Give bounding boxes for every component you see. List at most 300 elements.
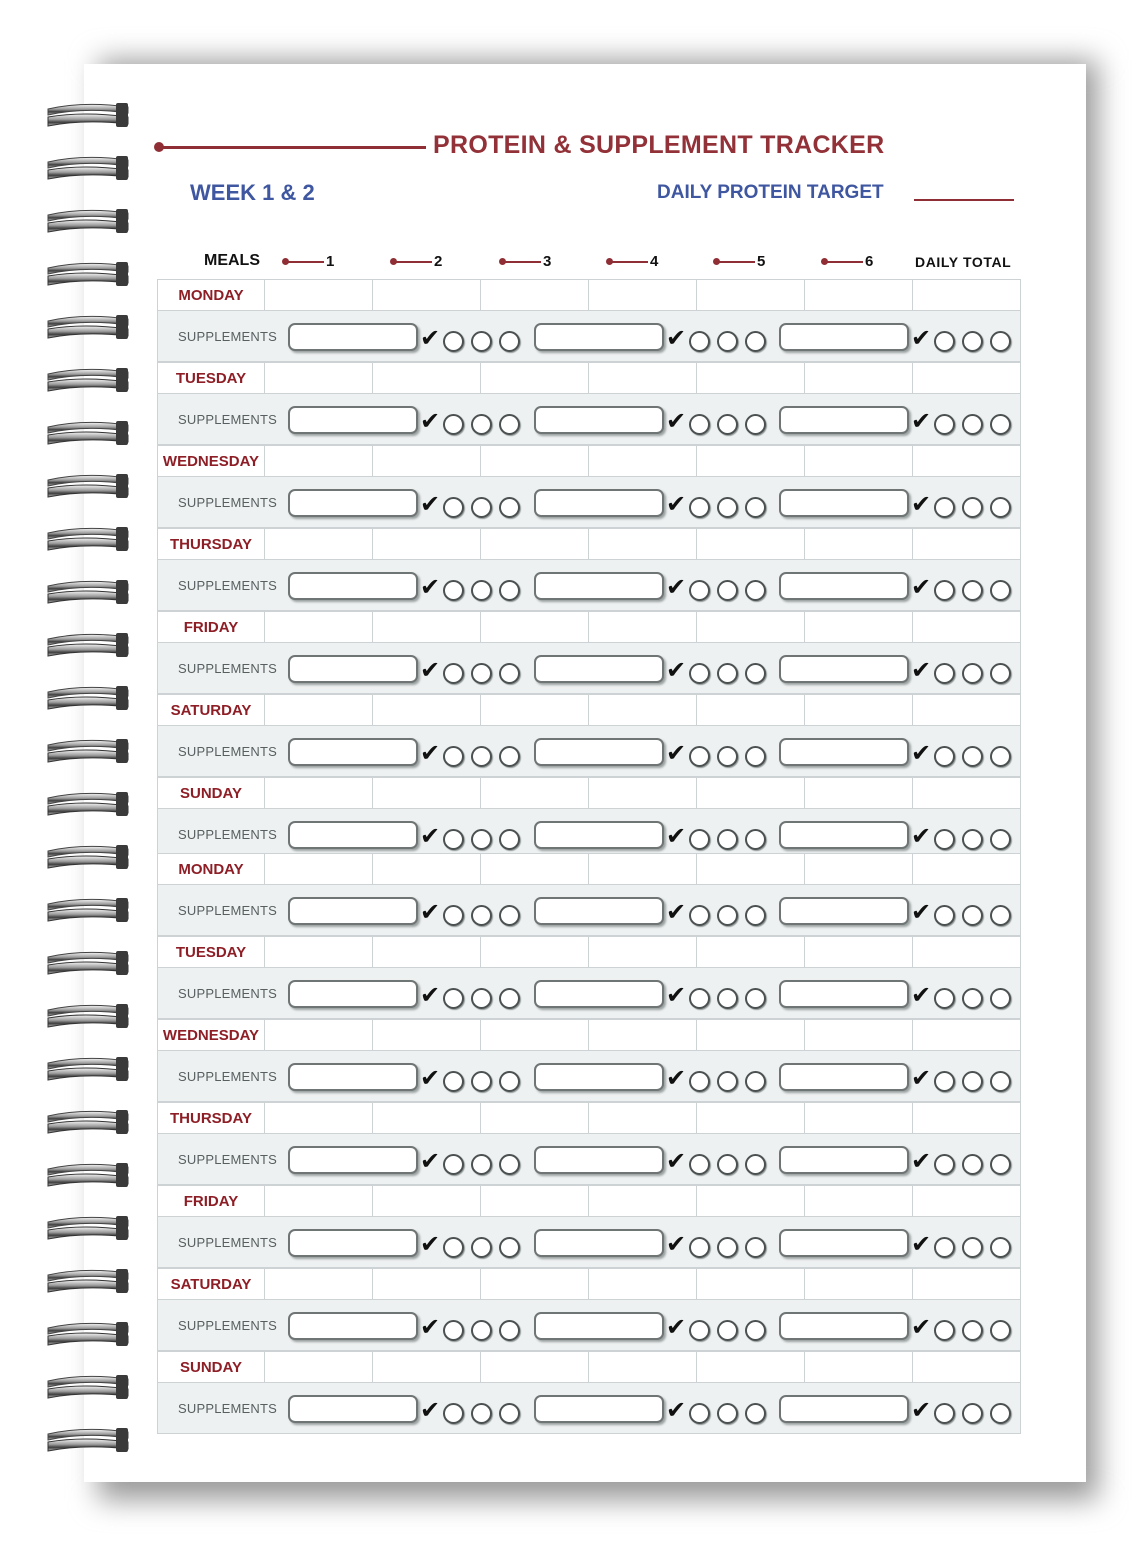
- supplement-checkbox[interactable]: [689, 663, 710, 684]
- meal-protein-cell[interactable]: [805, 854, 913, 884]
- supplement-checkbox[interactable]: [443, 1237, 464, 1258]
- supplement-checkbox[interactable]: [689, 331, 710, 352]
- meal-protein-cell[interactable]: [265, 695, 373, 725]
- supplement-name-field[interactable]: [288, 1146, 418, 1174]
- supplement-checkbox[interactable]: [962, 1403, 983, 1424]
- meal-protein-cell[interactable]: [805, 529, 913, 559]
- meal-protein-cell[interactable]: [265, 1020, 373, 1050]
- supplement-checkbox[interactable]: [689, 1154, 710, 1175]
- supplement-checkbox[interactable]: [717, 1320, 738, 1341]
- meal-protein-cell[interactable]: [589, 695, 697, 725]
- meal-protein-cell[interactable]: [589, 363, 697, 393]
- supplement-checkbox[interactable]: [471, 988, 492, 1009]
- daily-total-cell[interactable]: [913, 1186, 1021, 1216]
- supplement-checkbox[interactable]: [745, 1154, 766, 1175]
- supplement-checkbox[interactable]: [990, 1237, 1011, 1258]
- supplement-name-field[interactable]: [779, 1395, 909, 1423]
- meal-protein-cell[interactable]: [697, 1020, 805, 1050]
- supplement-checkbox[interactable]: [717, 663, 738, 684]
- supplement-name-field[interactable]: [779, 897, 909, 925]
- supplement-checkbox[interactable]: [443, 988, 464, 1009]
- supplement-checkbox[interactable]: [499, 580, 520, 601]
- supplement-checkbox[interactable]: [471, 1403, 492, 1424]
- supplement-checkbox[interactable]: [745, 414, 766, 435]
- supplement-name-field[interactable]: [779, 323, 909, 351]
- supplement-checkbox[interactable]: [499, 829, 520, 850]
- supplement-checkbox[interactable]: [717, 497, 738, 518]
- supplement-checkbox[interactable]: [443, 1154, 464, 1175]
- supplement-checkbox[interactable]: [499, 1071, 520, 1092]
- supplement-checkbox[interactable]: [471, 414, 492, 435]
- supplement-checkbox[interactable]: [471, 331, 492, 352]
- supplement-checkbox[interactable]: [990, 829, 1011, 850]
- day-row: [157, 528, 1021, 560]
- supplement-checkbox[interactable]: [689, 497, 710, 518]
- supplement-checkbox[interactable]: [962, 746, 983, 767]
- supplement-checkbox[interactable]: [934, 905, 955, 926]
- day-label: MONDAY: [157, 280, 265, 310]
- meal-protein-cell[interactable]: [589, 446, 697, 476]
- meal-protein-cell[interactable]: [265, 1352, 373, 1382]
- meal-protein-cell[interactable]: [589, 280, 697, 310]
- supplement-checkbox[interactable]: [717, 746, 738, 767]
- supplements-row: [157, 394, 1021, 445]
- supplement-checkbox[interactable]: [471, 497, 492, 518]
- meal-protein-cell[interactable]: [481, 612, 589, 642]
- supplement-checkbox[interactable]: [443, 497, 464, 518]
- supplement-checkbox[interactable]: [443, 580, 464, 601]
- meal-protein-cell[interactable]: [373, 1103, 481, 1133]
- daily-total-cell[interactable]: [913, 854, 1021, 884]
- supplement-checkbox[interactable]: [990, 905, 1011, 926]
- meal-protein-cell[interactable]: [373, 529, 481, 559]
- supplement-name-field[interactable]: [534, 1229, 664, 1257]
- day-row: [157, 1019, 1021, 1051]
- meal-protein-cell[interactable]: [373, 612, 481, 642]
- supplement-checkbox[interactable]: [443, 905, 464, 926]
- supplement-checkbox[interactable]: [471, 746, 492, 767]
- meal-protein-cell[interactable]: [697, 778, 805, 808]
- spiral-ring-icon: [44, 682, 130, 712]
- supplement-checkbox[interactable]: [934, 1320, 955, 1341]
- daily-total-cell[interactable]: [913, 937, 1021, 967]
- meal-protein-cell[interactable]: [805, 280, 913, 310]
- supplement-checkbox[interactable]: [443, 1320, 464, 1341]
- supplement-checkbox[interactable]: [689, 1403, 710, 1424]
- day-label: THURSDAY: [157, 529, 265, 559]
- meal-protein-cell[interactable]: [265, 1103, 373, 1133]
- meal-protein-cell[interactable]: [265, 363, 373, 393]
- supplement-name-field[interactable]: [779, 1063, 909, 1091]
- meal-protein-cell[interactable]: [589, 1269, 697, 1299]
- supplement-checkbox[interactable]: [499, 1320, 520, 1341]
- supplement-checkbox[interactable]: [717, 580, 738, 601]
- meal-protein-cell[interactable]: [805, 612, 913, 642]
- supplements-row: [157, 477, 1021, 528]
- supplement-checkbox[interactable]: [689, 988, 710, 1009]
- day-label: THURSDAY: [157, 1103, 265, 1133]
- meal-protein-cell[interactable]: [589, 1020, 697, 1050]
- daily-total-cell[interactable]: [913, 1020, 1021, 1050]
- checkmark-icon: ✔: [911, 1064, 932, 1092]
- meal-protein-cell[interactable]: [265, 612, 373, 642]
- meal-protein-cell[interactable]: [697, 446, 805, 476]
- meal-protein-cell[interactable]: [265, 1186, 373, 1216]
- meal-protein-cell[interactable]: [697, 363, 805, 393]
- supplement-checkbox[interactable]: [443, 414, 464, 435]
- meal-protein-cell[interactable]: [481, 529, 589, 559]
- supplement-checkbox[interactable]: [745, 663, 766, 684]
- supplement-checkbox[interactable]: [689, 580, 710, 601]
- meal-protein-cell[interactable]: [805, 1269, 913, 1299]
- supplement-checkbox[interactable]: [962, 1320, 983, 1341]
- supplement-checkbox[interactable]: [990, 580, 1011, 601]
- meal-protein-cell[interactable]: [697, 854, 805, 884]
- checkmark-icon: ✔: [420, 822, 441, 850]
- meal-protein-cell[interactable]: [589, 1352, 697, 1382]
- supplement-checkbox[interactable]: [717, 1237, 738, 1258]
- meal-protein-cell[interactable]: [265, 937, 373, 967]
- supplements-label: SUPPLEMENTS: [178, 661, 278, 676]
- supplement-checkbox[interactable]: [745, 1237, 766, 1258]
- meal-protein-cell[interactable]: [265, 446, 373, 476]
- supplement-checkbox[interactable]: [990, 663, 1011, 684]
- checkmark-icon: ✔: [420, 324, 441, 352]
- supplement-checkbox[interactable]: [471, 905, 492, 926]
- supplement-checkbox[interactable]: [962, 331, 983, 352]
- supplement-checkbox[interactable]: [745, 331, 766, 352]
- supplement-name-field[interactable]: [534, 1146, 664, 1174]
- supplement-checkbox[interactable]: [962, 663, 983, 684]
- daily-total-cell[interactable]: [913, 529, 1021, 559]
- supplement-checkbox[interactable]: [499, 1237, 520, 1258]
- supplement-checkbox[interactable]: [717, 829, 738, 850]
- supplement-name-field[interactable]: [288, 406, 418, 434]
- supplement-checkbox[interactable]: [990, 414, 1011, 435]
- supplement-name-field[interactable]: [534, 1312, 664, 1340]
- meal-protein-cell[interactable]: [481, 695, 589, 725]
- meal-protein-cell[interactable]: [697, 695, 805, 725]
- supplement-name-field[interactable]: [534, 572, 664, 600]
- supplement-name-field[interactable]: [534, 738, 664, 766]
- daily-total-cell[interactable]: [913, 612, 1021, 642]
- supplement-checkbox[interactable]: [443, 663, 464, 684]
- spiral-ring-icon: [44, 1212, 130, 1242]
- supplement-checkbox[interactable]: [934, 1237, 955, 1258]
- meal-protein-cell[interactable]: [481, 1020, 589, 1050]
- daily-protein-target-field[interactable]: [914, 199, 1014, 201]
- meal-rule: [284, 261, 324, 263]
- supplements-label: SUPPLEMENTS: [178, 1069, 278, 1084]
- meal-protein-cell[interactable]: [481, 363, 589, 393]
- supplement-checkbox[interactable]: [962, 988, 983, 1009]
- supplement-checkbox[interactable]: [689, 829, 710, 850]
- supplement-checkbox[interactable]: [962, 829, 983, 850]
- supplement-name-field[interactable]: [779, 1229, 909, 1257]
- supplement-checkbox[interactable]: [962, 1071, 983, 1092]
- supplement-checkbox[interactable]: [499, 1403, 520, 1424]
- supplement-name-field[interactable]: [288, 1063, 418, 1091]
- supplement-checkbox[interactable]: [934, 580, 955, 601]
- checkmark-icon: ✔: [420, 407, 441, 435]
- supplement-checkbox[interactable]: [499, 414, 520, 435]
- supplement-checkbox[interactable]: [934, 414, 955, 435]
- supplement-checkbox[interactable]: [471, 829, 492, 850]
- supplement-checkbox[interactable]: [962, 580, 983, 601]
- supplement-checkbox[interactable]: [499, 497, 520, 518]
- meal-protein-cell[interactable]: [373, 695, 481, 725]
- supplement-checkbox[interactable]: [689, 414, 710, 435]
- meal-protein-cell[interactable]: [697, 1352, 805, 1382]
- meal-protein-cell[interactable]: [373, 1352, 481, 1382]
- supplement-checkbox[interactable]: [745, 497, 766, 518]
- supplement-checkbox[interactable]: [499, 663, 520, 684]
- supplement-name-field[interactable]: [288, 821, 418, 849]
- meal-protein-cell[interactable]: [481, 937, 589, 967]
- supplement-checkbox[interactable]: [689, 1320, 710, 1341]
- supplement-name-field[interactable]: [534, 980, 664, 1008]
- supplement-name-field[interactable]: [288, 980, 418, 1008]
- meal-protein-cell[interactable]: [481, 1186, 589, 1216]
- meal-protein-cell[interactable]: [805, 1186, 913, 1216]
- meal-protein-cell[interactable]: [697, 529, 805, 559]
- meal-protein-cell[interactable]: [481, 854, 589, 884]
- supplement-name-field[interactable]: [288, 489, 418, 517]
- supplement-name-field[interactable]: [534, 1395, 664, 1423]
- meal-protein-cell[interactable]: [589, 529, 697, 559]
- supplement-checkbox[interactable]: [499, 331, 520, 352]
- supplement-checkbox[interactable]: [717, 331, 738, 352]
- meal-protein-cell[interactable]: [373, 446, 481, 476]
- meal-protein-cell[interactable]: [697, 1269, 805, 1299]
- supplement-checkbox[interactable]: [934, 1403, 955, 1424]
- supplement-checkbox[interactable]: [962, 1237, 983, 1258]
- supplement-name-field[interactable]: [779, 655, 909, 683]
- daily-total-cell[interactable]: [913, 363, 1021, 393]
- daily-total-cell[interactable]: [913, 280, 1021, 310]
- meal-protein-cell[interactable]: [805, 363, 913, 393]
- supplement-checkbox[interactable]: [745, 988, 766, 1009]
- supplement-checkbox[interactable]: [443, 1403, 464, 1424]
- supplement-checkbox[interactable]: [934, 829, 955, 850]
- supplement-checkbox[interactable]: [962, 497, 983, 518]
- meal-protein-cell[interactable]: [265, 529, 373, 559]
- supplement-name-field[interactable]: [288, 572, 418, 600]
- meal-protein-cell[interactable]: [805, 937, 913, 967]
- meal-protein-cell[interactable]: [265, 778, 373, 808]
- supplement-name-field[interactable]: [288, 323, 418, 351]
- supplement-name-field[interactable]: [288, 897, 418, 925]
- daily-total-cell[interactable]: [913, 1103, 1021, 1133]
- spiral-ring-icon: [44, 1371, 130, 1401]
- supplement-checkbox[interactable]: [745, 829, 766, 850]
- meal-protein-cell[interactable]: [589, 1103, 697, 1133]
- supplement-checkbox[interactable]: [934, 1071, 955, 1092]
- supplement-checkbox[interactable]: [745, 1071, 766, 1092]
- meal-protein-cell[interactable]: [697, 1103, 805, 1133]
- meal-protein-cell[interactable]: [697, 280, 805, 310]
- meal-protein-cell[interactable]: [805, 778, 913, 808]
- supplement-name-field[interactable]: [534, 406, 664, 434]
- supplement-checkbox[interactable]: [745, 905, 766, 926]
- week-1-grid: [157, 279, 1021, 860]
- supplement-checkbox[interactable]: [934, 746, 955, 767]
- supplement-checkbox[interactable]: [717, 1154, 738, 1175]
- supplement-checkbox[interactable]: [443, 331, 464, 352]
- meal-protein-cell[interactable]: [373, 937, 481, 967]
- meal-protein-cell[interactable]: [589, 854, 697, 884]
- supplement-checkbox[interactable]: [717, 414, 738, 435]
- meal-protein-cell[interactable]: [373, 854, 481, 884]
- supplement-checkbox[interactable]: [745, 746, 766, 767]
- supplement-name-field[interactable]: [534, 323, 664, 351]
- supplement-name-field[interactable]: [288, 1395, 418, 1423]
- meal-number: 2: [434, 253, 443, 270]
- supplement-checkbox[interactable]: [745, 580, 766, 601]
- daily-total-cell[interactable]: [913, 446, 1021, 476]
- meal-protein-cell[interactable]: [481, 778, 589, 808]
- meal-protein-cell[interactable]: [481, 1103, 589, 1133]
- supplement-checkbox[interactable]: [471, 663, 492, 684]
- meal-protein-cell[interactable]: [697, 612, 805, 642]
- spiral-ring-icon: [44, 788, 130, 818]
- daily-total-cell[interactable]: [913, 1352, 1021, 1382]
- spiral-ring-icon: [44, 258, 130, 288]
- supplement-name-field[interactable]: [779, 1146, 909, 1174]
- supplement-checkbox[interactable]: [689, 746, 710, 767]
- supplement-checkbox[interactable]: [990, 1154, 1011, 1175]
- supplement-name-field[interactable]: [779, 821, 909, 849]
- meal-protein-cell[interactable]: [481, 1352, 589, 1382]
- checkmark-icon: ✔: [420, 739, 441, 767]
- supplement-checkbox[interactable]: [934, 1154, 955, 1175]
- supplement-checkbox[interactable]: [499, 988, 520, 1009]
- meal-rule: [823, 261, 863, 263]
- supplement-name-field[interactable]: [779, 572, 909, 600]
- meal-protein-cell[interactable]: [373, 778, 481, 808]
- supplement-name-field[interactable]: [534, 489, 664, 517]
- supplement-checkbox[interactable]: [443, 829, 464, 850]
- supplement-name-field[interactable]: [534, 655, 664, 683]
- supplements-row: [157, 1051, 1021, 1102]
- meal-protein-cell[interactable]: [373, 1020, 481, 1050]
- meal-protein-cell[interactable]: [373, 363, 481, 393]
- meal-protein-cell[interactable]: [697, 1186, 805, 1216]
- meal-protein-cell[interactable]: [373, 280, 481, 310]
- meal-protein-cell[interactable]: [481, 280, 589, 310]
- day-label: MONDAY: [157, 854, 265, 884]
- supplement-checkbox[interactable]: [689, 1237, 710, 1258]
- meal-rule: [501, 261, 541, 263]
- supplement-checkbox[interactable]: [471, 580, 492, 601]
- supplement-name-field[interactable]: [779, 406, 909, 434]
- supplement-checkbox[interactable]: [934, 331, 955, 352]
- supplement-checkbox[interactable]: [934, 497, 955, 518]
- meal-protein-cell[interactable]: [589, 937, 697, 967]
- meal-protein-cell[interactable]: [265, 1269, 373, 1299]
- supplement-name-field[interactable]: [534, 1063, 664, 1091]
- daily-protein-target-label: DAILY PROTEIN TARGET: [657, 182, 884, 203]
- meal-protein-cell[interactable]: [805, 1352, 913, 1382]
- meal-protein-cell[interactable]: [589, 612, 697, 642]
- supplement-checkbox[interactable]: [990, 988, 1011, 1009]
- checkmark-icon: ✔: [911, 490, 932, 518]
- supplement-checkbox[interactable]: [990, 746, 1011, 767]
- supplement-name-field[interactable]: [288, 1312, 418, 1340]
- supplement-name-field[interactable]: [779, 980, 909, 1008]
- supplement-name-field[interactable]: [288, 738, 418, 766]
- checkmark-icon: ✔: [420, 490, 441, 518]
- meal-protein-cell[interactable]: [697, 937, 805, 967]
- meal-protein-cell[interactable]: [373, 1186, 481, 1216]
- meal-protein-cell[interactable]: [805, 1103, 913, 1133]
- daily-total-cell[interactable]: [913, 1269, 1021, 1299]
- supplement-name-field[interactable]: [779, 489, 909, 517]
- supplement-checkbox[interactable]: [471, 1237, 492, 1258]
- meal-rule: [608, 261, 648, 263]
- supplement-checkbox[interactable]: [443, 746, 464, 767]
- daily-total-cell[interactable]: [913, 778, 1021, 808]
- supplement-checkbox[interactable]: [689, 1071, 710, 1092]
- meal-protein-cell[interactable]: [481, 1269, 589, 1299]
- supplement-checkbox[interactable]: [990, 1403, 1011, 1424]
- supplement-checkbox[interactable]: [962, 905, 983, 926]
- supplements-label: SUPPLEMENTS: [178, 903, 278, 918]
- supplement-checkbox[interactable]: [471, 1154, 492, 1175]
- supplement-name-field[interactable]: [534, 821, 664, 849]
- supplement-checkbox[interactable]: [962, 1154, 983, 1175]
- supplement-name-field[interactable]: [288, 1229, 418, 1257]
- supplement-checkbox[interactable]: [990, 1071, 1011, 1092]
- supplement-checkbox[interactable]: [934, 988, 955, 1009]
- meal-protein-cell[interactable]: [373, 1269, 481, 1299]
- supplement-checkbox[interactable]: [499, 746, 520, 767]
- supplement-name-field[interactable]: [288, 655, 418, 683]
- supplement-checkbox[interactable]: [689, 905, 710, 926]
- meal-protein-cell[interactable]: [481, 446, 589, 476]
- meal-protein-cell[interactable]: [265, 280, 373, 310]
- supplement-checkbox[interactable]: [990, 1320, 1011, 1341]
- supplement-checkbox[interactable]: [745, 1403, 766, 1424]
- supplement-checkbox[interactable]: [443, 1071, 464, 1092]
- supplement-checkbox[interactable]: [990, 331, 1011, 352]
- daily-total-cell[interactable]: [913, 695, 1021, 725]
- supplement-name-field[interactable]: [779, 1312, 909, 1340]
- supplement-checkbox[interactable]: [471, 1071, 492, 1092]
- meal-protein-cell[interactable]: [805, 1020, 913, 1050]
- meal-protein-cell[interactable]: [589, 778, 697, 808]
- supplement-checkbox[interactable]: [471, 1320, 492, 1341]
- supplement-checkbox[interactable]: [962, 414, 983, 435]
- meal-protein-cell[interactable]: [805, 446, 913, 476]
- supplement-checkbox[interactable]: [499, 1154, 520, 1175]
- supplement-checkbox[interactable]: [717, 1403, 738, 1424]
- supplement-checkbox[interactable]: [499, 905, 520, 926]
- checkmark-icon: ✔: [420, 898, 441, 926]
- meal-protein-cell[interactable]: [265, 854, 373, 884]
- supplement-checkbox[interactable]: [990, 497, 1011, 518]
- supplement-checkbox[interactable]: [717, 905, 738, 926]
- meal-protein-cell[interactable]: [589, 1186, 697, 1216]
- supplement-checkbox[interactable]: [717, 988, 738, 1009]
- supplement-checkbox[interactable]: [717, 1071, 738, 1092]
- supplement-checkbox[interactable]: [934, 663, 955, 684]
- meal-protein-cell[interactable]: [805, 695, 913, 725]
- supplement-name-field[interactable]: [534, 897, 664, 925]
- supplement-name-field[interactable]: [779, 738, 909, 766]
- week-2-grid: [157, 853, 1021, 1434]
- supplement-checkbox[interactable]: [745, 1320, 766, 1341]
